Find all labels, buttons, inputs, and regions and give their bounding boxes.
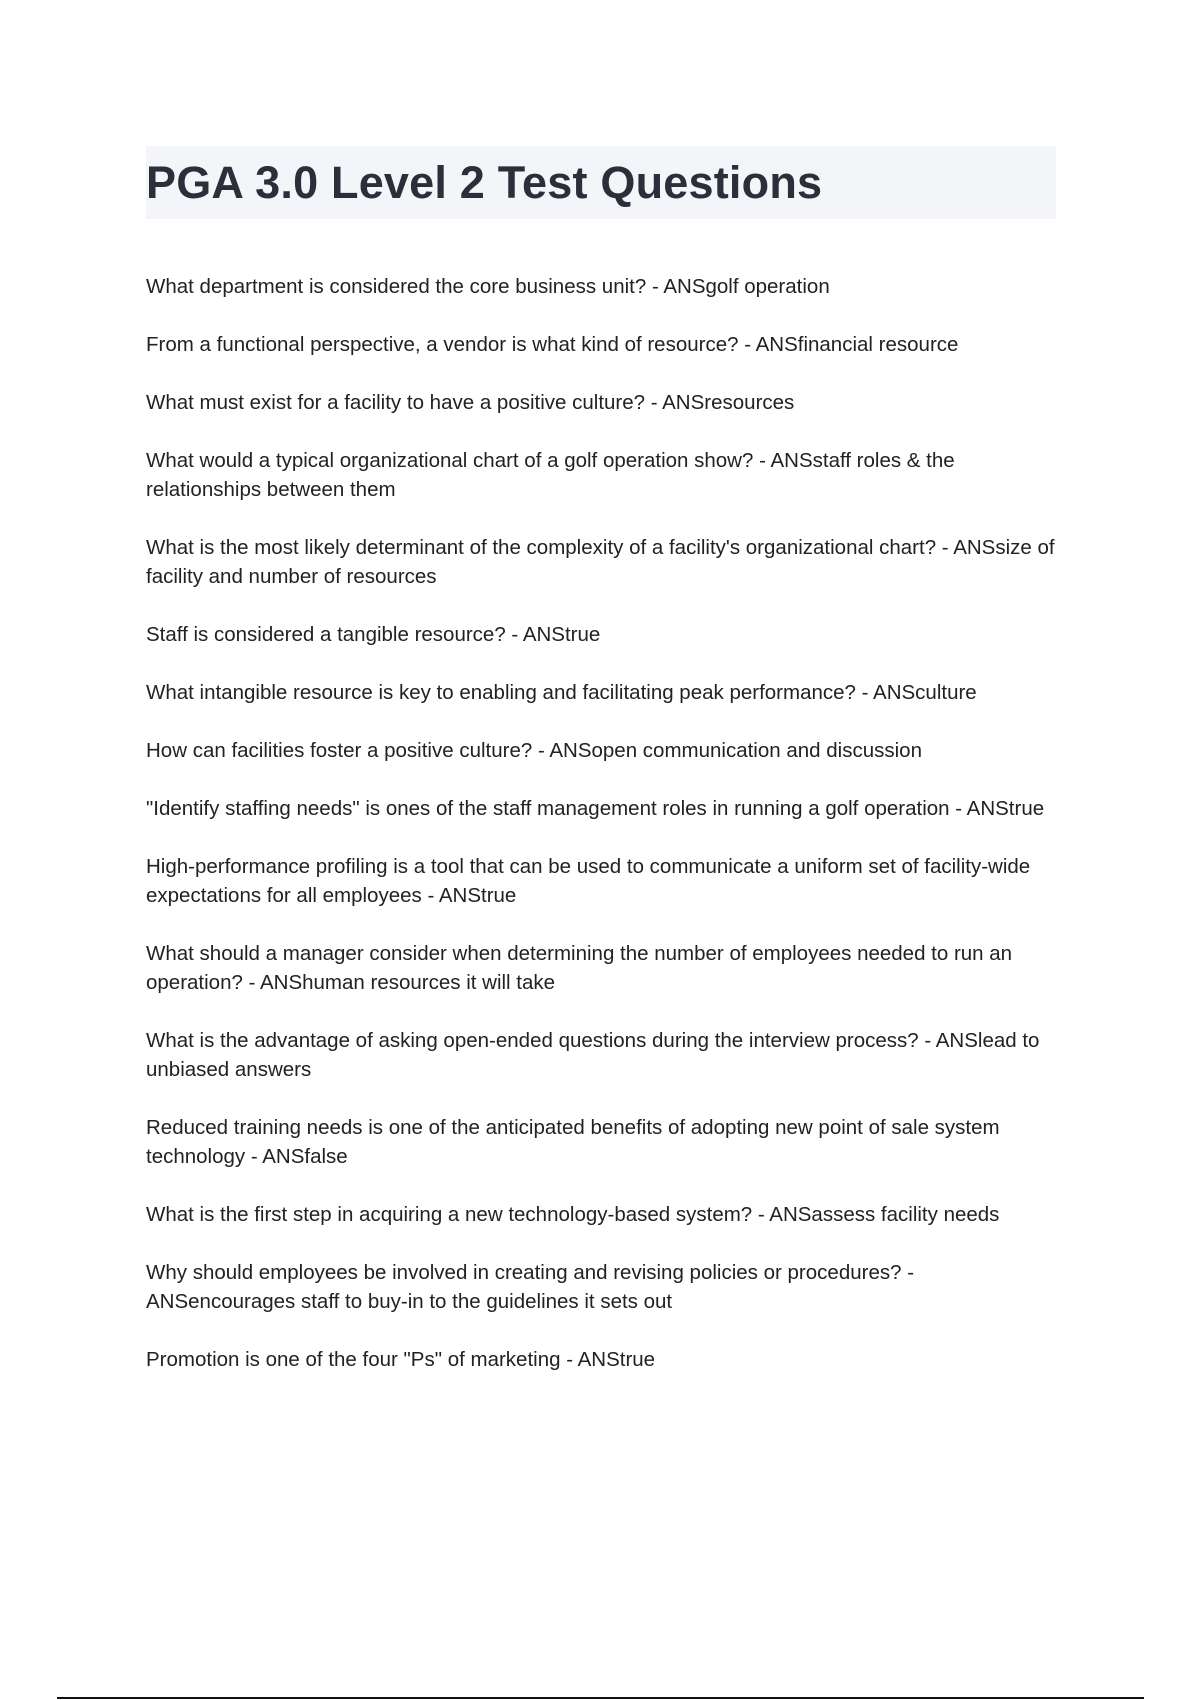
question-answer-item: Promotion is one of the four "Ps" of marketing - ANStrue <box>146 1348 656 1371</box>
question-answer-item: What would a typical organizational chart of a golf operation show? - ANSstaff roles & the relationships between them <box>146 449 955 501</box>
question-answer-item: Staff is considered a tangible resource? - ANStrue <box>146 623 601 646</box>
question-answer-item: High-performance profiling is a tool that can be used to communicate a uniform set of facility-wide expectations for all employees - ANStrue <box>146 855 1031 907</box>
footer-divider <box>57 1697 1144 1699</box>
question-answer-item: From a functional perspective, a vendor is what kind of resource? - ANSfinancial resource <box>146 333 959 356</box>
question-answer-list <box>146 272 1066 1403</box>
question-answer-item: "Identify staffing needs" is ones of the staff management roles in running a golf operation - ANStrue <box>146 797 1045 820</box>
question-answer-item: What intangible resource is key to enabling and facilitating peak performance? - ANSculture <box>146 681 977 704</box>
question-answer-item: What must exist for a facility to have a positive culture? - ANSresources <box>146 391 795 414</box>
question-answer-item: What is the most likely determinant of the complexity of a facility's organizational chart? - ANSsize of facility and number of resources <box>146 536 1055 588</box>
question-answer-item: Reduced training needs is one of the anticipated benefits of adopting new point of sale system technology - ANSfalse <box>146 1116 1000 1168</box>
question-answer-item: What is the advantage of asking open-ended questions during the interview process? - ANSlead to unbiased answers <box>146 1029 1040 1081</box>
question-answer-item: Why should employees be involved in creating and revising policies or procedures? - ANSencourages staff to buy-in to the guidelines it sets out <box>146 1261 915 1313</box>
title-banner <box>146 146 1056 219</box>
page-title: PGA 3.0 Level 2 Test Questions <box>146 156 823 208</box>
question-answer-item: What should a manager consider when determining the number of employees needed to run an operation? - ANShuman resources it will take <box>146 942 1013 994</box>
question-answer-item: What is the first step in acquiring a new technology-based system? - ANSassess facility needs <box>146 1203 1000 1226</box>
question-answer-item: What department is considered the core business unit? - ANSgolf operation <box>146 275 830 298</box>
question-answer-item: How can facilities foster a positive culture? - ANSopen communication and discussion <box>146 739 922 762</box>
